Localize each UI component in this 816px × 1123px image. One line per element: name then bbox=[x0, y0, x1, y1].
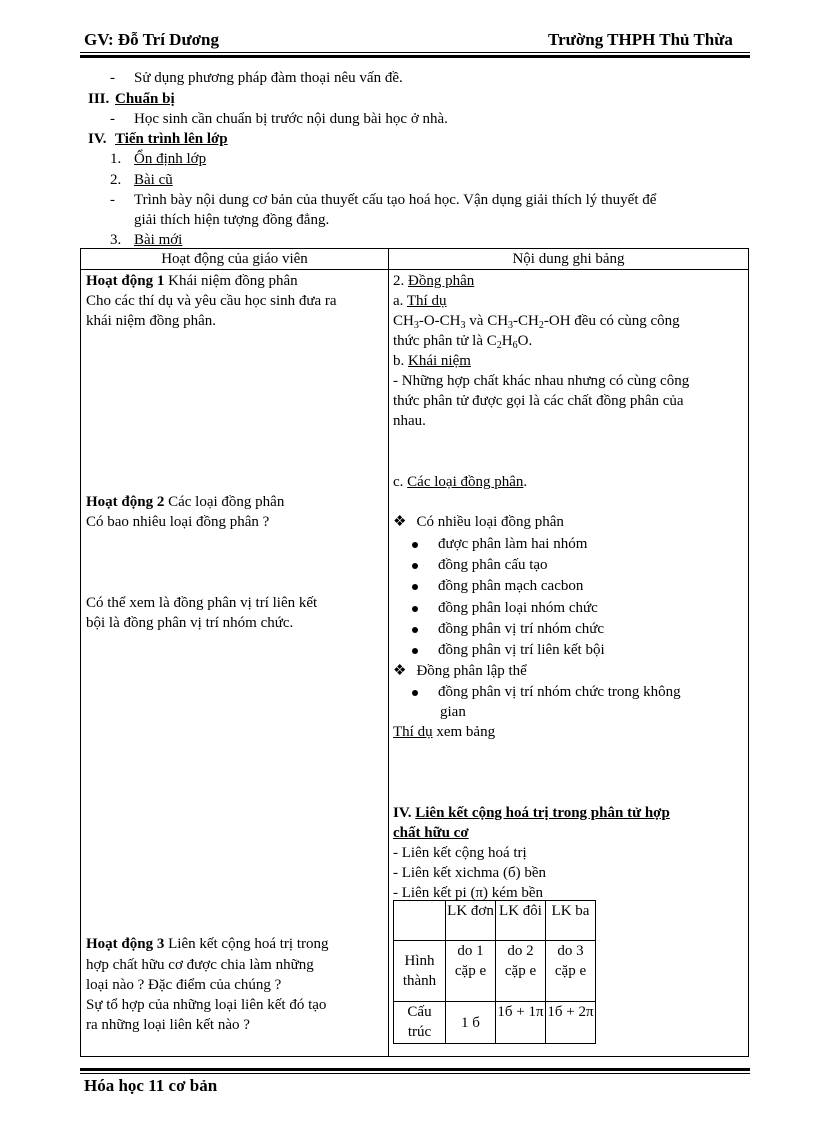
section-4-title: Tiến trình lên lớp bbox=[115, 131, 228, 147]
bullet-item-7: đồng phân vị trí nhóm chức trong không bbox=[412, 682, 681, 702]
example-molecular-formula: thức phân tử là $C_2H_6O$. bbox=[393, 333, 533, 351]
step-1-number: 1. bbox=[110, 151, 122, 167]
activity-3-line3: Sự tổ hợp của những loại liên kết đó tạo bbox=[86, 997, 327, 1013]
activity-3-topic: Liên kết cộng hoá trị trong bbox=[164, 936, 329, 952]
bullet-item-2: đồng phân cấu tạo bbox=[412, 555, 548, 575]
bond-item-1: - Liên kết cộng hoá trị bbox=[393, 845, 527, 861]
activity-1-line1: Cho các thí dụ và yêu cầu học sinh đưa ra bbox=[86, 293, 337, 309]
col-header-teacher: Hoạt động của giáo viên bbox=[81, 249, 389, 270]
activity-3-line4: ra những loại liên kết nào ? bbox=[86, 1017, 250, 1033]
section-4b-heading: IV. Liên kết cộng hoá trị trong phân tử hợp bbox=[393, 805, 670, 821]
example-title: Thí dụ bbox=[406, 293, 447, 309]
activity-2-heading bbox=[86, 492, 284, 512]
activity-2-topic: Các loại đồng phân bbox=[164, 494, 285, 510]
section-2-title: Đồng phân bbox=[408, 273, 475, 289]
bond-structure-single: 1 б bbox=[446, 1002, 496, 1044]
step-3-number: 3. bbox=[110, 232, 122, 248]
example-heading: a. Thí dụ bbox=[393, 293, 447, 309]
bullet-item-6: đồng phân vị trí liên kết bội bbox=[412, 640, 605, 660]
bullet-item-1: được phân làm hai nhóm bbox=[412, 534, 587, 554]
bullet-dot-icon bbox=[412, 606, 418, 612]
bond-formation-double: do 2 cặp e bbox=[496, 941, 546, 1002]
step-3-label: Bài mới bbox=[134, 232, 183, 248]
footer-subject: Hóa học 11 cơ bản bbox=[84, 1076, 218, 1095]
section-4-number: IV. bbox=[88, 131, 107, 147]
bullet-dot-icon bbox=[412, 584, 418, 590]
example-see-table: Thí dụ xem bảng bbox=[393, 724, 496, 740]
activity-1-heading bbox=[86, 271, 298, 291]
isomer-types-title: Các loại đồng phân bbox=[407, 474, 524, 490]
step-2-desc-line2: giải thích hiện tượng đồng đẳng. bbox=[134, 212, 330, 228]
step-2-dash: - bbox=[110, 192, 115, 208]
section-3-item: Học sinh cần chuẩn bị trước nội dung bài học ở nhà. bbox=[134, 111, 448, 127]
header-rule-thick bbox=[80, 55, 750, 58]
bullet-dot-icon bbox=[412, 627, 418, 633]
bullet-dot-icon bbox=[412, 690, 418, 696]
method-dash: - bbox=[110, 70, 115, 86]
bond-row-structure-label: Cấu trúc bbox=[394, 1002, 446, 1044]
activity-2-title: Hoạt động 2 bbox=[86, 494, 165, 510]
definition-line3: nhau. bbox=[393, 413, 426, 429]
activity-3-line1: hợp chất hữu cơ được chia làm những bbox=[86, 957, 314, 973]
concept-title: Khái niệm bbox=[408, 353, 471, 369]
section-2-heading: 2. Đồng phân bbox=[393, 273, 475, 289]
step-2-label: Bài cũ bbox=[134, 172, 173, 188]
header-teacher: GV: Đỗ Trí Dương bbox=[84, 30, 220, 49]
bullet-dot-icon bbox=[412, 563, 418, 569]
step-2-number: 2. bbox=[110, 172, 122, 188]
activity-2-line1: Có bao nhiêu loại đồng phân ? bbox=[86, 514, 270, 530]
footer-rule-thick bbox=[80, 1068, 750, 1071]
bullet-item-5: đồng phân vị trí nhóm chức bbox=[412, 619, 604, 639]
bond-head-double: LK đôi bbox=[496, 901, 546, 941]
section-4b-title-line2: chất hữu cơ bbox=[393, 825, 469, 841]
header-school: Trường THPH Thủ Thừa bbox=[548, 30, 733, 49]
method-text: Sử dụng phương pháp đàm thoại nêu vấn đề. bbox=[134, 70, 403, 86]
bullet-dot-icon bbox=[412, 542, 418, 548]
bond-formation-triple: do 3 cặp e bbox=[546, 941, 596, 1002]
col-header-board: Nội dung ghi bảng bbox=[389, 249, 749, 270]
bond-table bbox=[393, 900, 596, 1044]
star-bullet-icon: ❖ bbox=[393, 663, 407, 679]
bond-item-2: - Liên kết xichma (б) bền bbox=[393, 865, 546, 881]
definition-line1: - Những hợp chất khác nhau nhưng có cùng công bbox=[393, 373, 690, 389]
section-3-dash: - bbox=[110, 111, 115, 127]
example-formulas: $CH_3-O-CH_3$ và $CH_3-CH_2-OH$ đều có cùng công bbox=[393, 313, 680, 331]
example-see-title: Thí dụ bbox=[393, 724, 433, 740]
section-4b-title-line1: Liên kết cộng hoá trị trong phân tử hợp bbox=[415, 805, 670, 821]
bond-head-single: LK đơn bbox=[446, 901, 496, 941]
section-3-number: III. bbox=[88, 91, 110, 107]
section-3-title: Chuẩn bị bbox=[115, 91, 175, 107]
bond-head-triple: LK ba bbox=[546, 901, 596, 941]
activity-2-line2: Có thể xem là đồng phân vị trí liên kết bbox=[86, 595, 318, 611]
isomer-types-heading: c. Các loại đồng phân. bbox=[393, 474, 528, 490]
activity-3-line2: loại nào ? Đặc điểm của chúng ? bbox=[86, 977, 282, 993]
activity-1-line2: khái niệm đồng phân. bbox=[86, 313, 216, 329]
step-2-desc-line1: Trình bày nội dung cơ bản của thuyết cấu tạo hoá học. Vận dụng giải thích lý thuyết để bbox=[134, 192, 657, 208]
bullet-item-3: đồng phân mạch cacbon bbox=[412, 576, 583, 596]
bullet-item-7-cont: gian bbox=[440, 704, 466, 720]
bullet-item-4: đồng phân loại nhóm chức bbox=[412, 598, 598, 618]
bond-formation-single: do 1 cặp e bbox=[446, 941, 496, 1002]
activity-1-topic: Khái niệm đồng phân bbox=[164, 273, 298, 289]
definition-line2: thức phân tử được gọi là các chất đồng phân của bbox=[393, 393, 684, 409]
bond-row-formation-label: Hình thành bbox=[394, 941, 446, 1002]
header-rule-thin bbox=[80, 52, 750, 53]
activity-3-title: Hoạt động 3 bbox=[86, 936, 165, 952]
concept-heading: b. Khái niệm bbox=[393, 353, 471, 369]
bond-item-3: - Liên kết pi (π) kém bền bbox=[393, 885, 544, 901]
bullet-dot-icon bbox=[412, 648, 418, 654]
bond-table-corner bbox=[394, 901, 446, 941]
activity-2-line3: bội là đồng phân vị trí nhóm chức. bbox=[86, 615, 294, 631]
bond-structure-double: 1б + 1π bbox=[496, 1002, 546, 1044]
activity-1-title: Hoạt động 1 bbox=[86, 273, 165, 289]
star-bullet-icon: ❖ bbox=[393, 514, 407, 530]
activity-3-heading bbox=[86, 934, 328, 954]
star-item-2: ❖ Đồng phân lập thể bbox=[393, 663, 527, 679]
star-item-1: ❖ Có nhiều loại đồng phân bbox=[393, 514, 564, 530]
step-1-label: Ổn định lớp bbox=[134, 151, 207, 167]
footer-rule-thin bbox=[80, 1073, 750, 1074]
bond-structure-triple: 1б + 2π bbox=[546, 1002, 596, 1044]
